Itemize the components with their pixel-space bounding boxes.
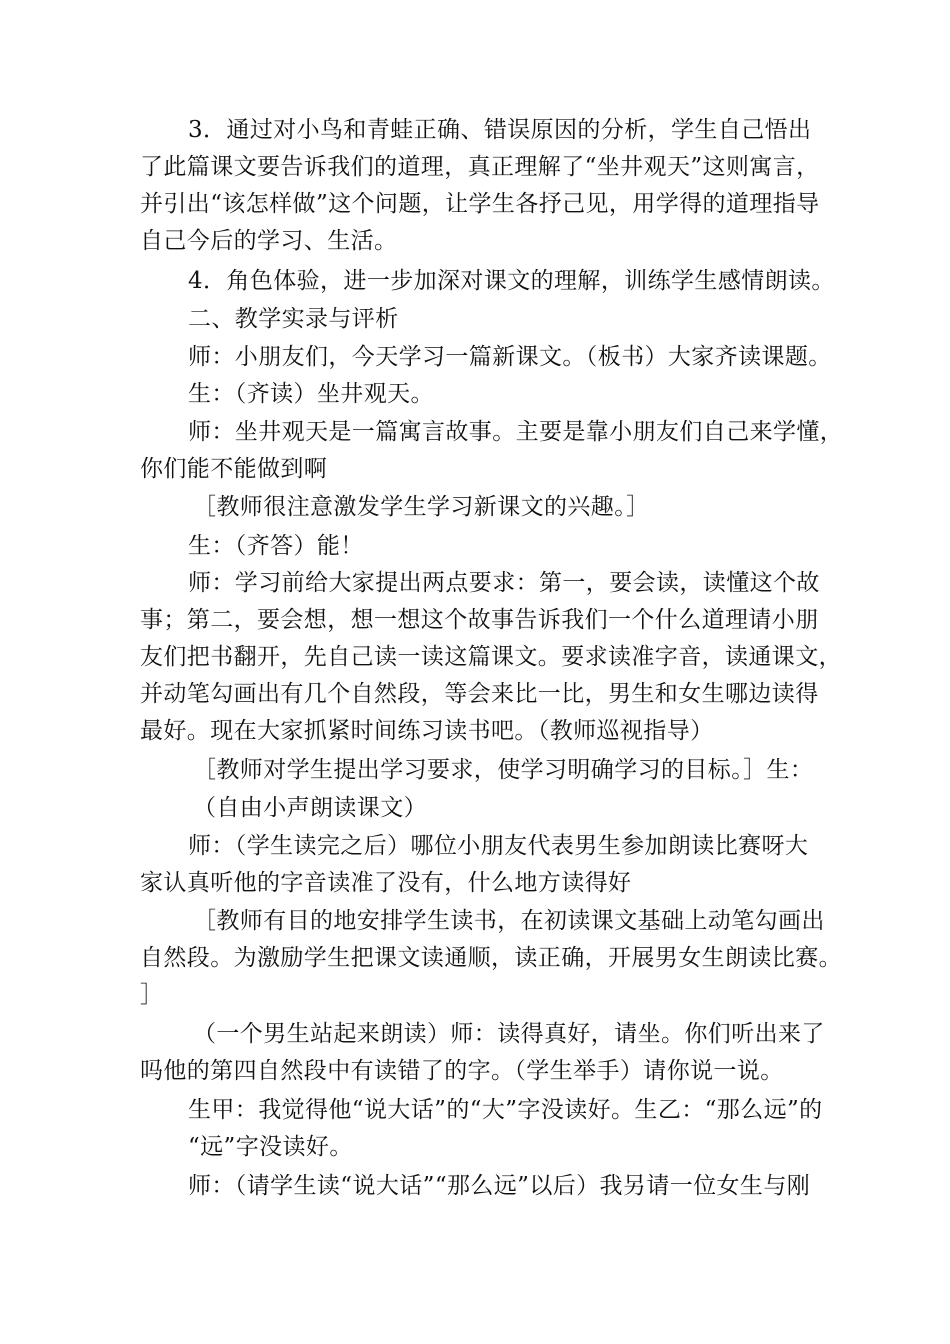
paragraph-line: 生甲：我觉得他“说大话”的“大”字没读好。生乙：“那么远”的 (188, 1097, 823, 1123)
section-heading: 二、教学实录与评析 (188, 306, 399, 332)
paragraph-line: 并动笔勾画出有几个自然段，等会来比一比，男生和女生哪边读得 (140, 681, 819, 707)
paragraph-line: （自由小声朗读课文） (193, 795, 427, 821)
comment-line: ［教师对学生提出学习要求，使学习明确学习的目标。］生： (193, 757, 814, 783)
paragraph-line: 事；第二，要会想，想一想这个故事告诉我们一个什么道理请小朋 (140, 607, 819, 633)
comment-line: 自然段。为激励学生把课文读通顺，读正确，开展男女生朗读比赛。 (140, 945, 842, 971)
paragraph-line: 你们能不能做到啊 (140, 456, 328, 482)
paragraph-line: 师：（学生读完之后）哪位小朋友代表男生参加朗读比赛呀大 (188, 833, 809, 859)
paragraph-line: 师：（请学生读“说大话”“那么远”以后）我另请一位女生与刚 (188, 1173, 811, 1199)
paragraph-line: 生：（齐答）能！ (188, 533, 364, 559)
paragraph-line: 并引出“该怎样做”这个问题，让学生各抒己见，用学得的道理指导 (140, 191, 820, 217)
paragraph-line: 友们把书翻开，先自己读一读这篇课文。要求读准字音，读通课文， (140, 644, 842, 670)
paragraph-line: 师：小朋友们，今天学习一篇新课文。（板书）大家齐读课题。 (188, 344, 832, 370)
paragraph-line: 家认真听他的字音读准了没有，什么地方读得好 (140, 870, 632, 896)
paragraph-line: 生：（齐读）坐井观天。 (188, 381, 434, 407)
comment-line: ［教师有目的地安排学生读书，在初读课文基础上动笔勾画出 (193, 908, 825, 934)
paragraph-line: 吗他的第四自然段中有读错了的字。（学生举手）请你说一说。 (140, 1058, 784, 1084)
paragraph-line: 最好。现在大家抓紧时间练习读书吧。（教师巡视指导） (140, 718, 714, 744)
comment-line: ［教师很注意激发学生学习新课文的兴趣。］ (193, 494, 650, 520)
paragraph-line: 师：学习前给大家提出两点要求：第一，要会读，读懂这个故 (188, 570, 820, 596)
paragraph-line: 4．角色体验，进一步加深对课文的理解，训练学生感情朗读。 (188, 268, 835, 294)
paragraph-line: 了此篇课文要告诉我们的道理，真正理解了“坐井观天”这则寓言， (140, 154, 820, 180)
paragraph-line: 自己今后的学习、生活。 (140, 228, 398, 254)
paragraph-line: “远”字没读好。 (188, 1134, 353, 1160)
comment-line: ］ (140, 982, 164, 1008)
paragraph-line: 师：坐井观天是一篇寓言故事。主要是靠小朋友们自己来学懂， (188, 419, 844, 445)
paragraph-line: （一个男生站起来朗读）师：读得真好，请坐。你们听出来了 (193, 1021, 825, 1047)
paragraph-line: 3．通过对小鸟和青蛙正确、错误原因的分析，学生自己悟出 (188, 117, 812, 143)
